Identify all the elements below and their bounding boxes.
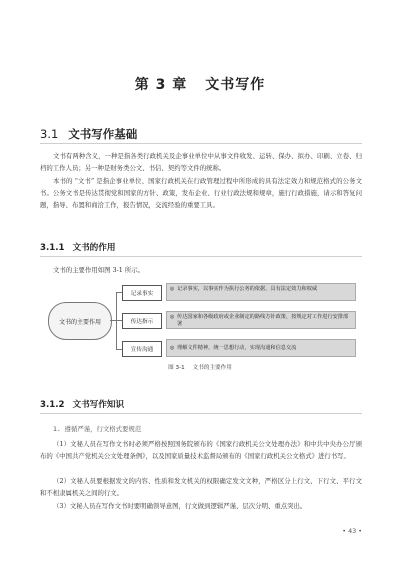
figure-caption-text: 文书的主要作用 xyxy=(192,365,232,371)
list-prefix-1: （1） xyxy=(53,440,71,448)
section-number: 3.1 xyxy=(40,127,59,141)
section-rule xyxy=(40,143,362,144)
subsection-name-2: 文书写作知识 xyxy=(72,400,125,410)
diagram-desc-2 xyxy=(166,311,356,329)
diagram-text-2: 传达国家和各级政府或企业制定的路线方针政策，按规定对工作进行安排部署 xyxy=(177,314,349,327)
subsection-rule-1 xyxy=(40,256,362,257)
list-text-1: 文秘人员在写作文书时必须严格按照国务院颁布的《国家行政机关公文处理办法》和中共中央办公厅颁布的《中国共产党机关公文处理条例》，以及国家质量技术监督局颁布的《国家行政机关公文格式》进行书写。 xyxy=(40,440,362,461)
figure-label: 图 3-1 xyxy=(168,365,185,371)
list-paragraph-3: （3）文秘人员在写作文书时要明确领导意图，行文做到逻辑严谨、层次分明、重点突出。 xyxy=(53,502,307,510)
subsection-number-1: 3.1.1 xyxy=(40,243,65,253)
paragraph-1: 文书有两种含义，一种是指各类行政机关及企事业单位中从事文件收发、运转、保办、拟办、印刷、立卷、归档的工作人员；另一种是财务类公文、书信、契约等文件的统称。 xyxy=(40,152,362,173)
bullet-icon: ◎ xyxy=(170,345,175,351)
diagram-row-3 xyxy=(122,339,358,357)
diagram-text-3: 理解文件精神，统一思想行动，实现沟通和信息交流 xyxy=(177,345,297,351)
subsection-title-2 xyxy=(40,398,124,410)
diagram-row-1 xyxy=(122,283,358,301)
diagram-tag-1: 记录事实 xyxy=(122,285,162,301)
chapter-title xyxy=(0,74,400,94)
list-paragraph-2: （2）文秘人员要根据发文的内容、性质和发文机关的权限确定发文文种，严格区分上行文、下行文、平行文和不相隶属机关之间的行文。 xyxy=(40,477,362,498)
paragraph-2: 本书的 “文书” 是指企事业单位、国家行政机关在行政管理过程中所形成的具有法定效力和规范格式的公务文书。公务文书是传达贯彻党和国家的方针、政策，发布企业、行业行政法规和规章，施行行政措施，请示和答复问题，指导、布置和商洽工作，报告情况，交流经验的重要工具。 xyxy=(40,177,362,210)
subsection-rule-2 xyxy=(40,413,362,414)
diagram-bracket xyxy=(116,292,117,350)
diagram-row-2 xyxy=(122,311,358,329)
page-number: • 43 • xyxy=(342,527,362,535)
diagram-tag-3: 宣传沟通 xyxy=(122,341,162,357)
section-title xyxy=(40,126,137,142)
figure-caption xyxy=(0,363,400,371)
diagram-center-node: 文书的主要作用 xyxy=(48,302,112,340)
list-paragraph-1 xyxy=(40,438,362,462)
bullet-icon: ◎ xyxy=(170,286,175,292)
diagram-tag-2: 传达指示 xyxy=(122,313,162,329)
subsection-number-2: 3.1.2 xyxy=(40,400,65,410)
bullet-icon: ◎ xyxy=(170,314,175,320)
role-diagram xyxy=(48,282,360,358)
chapter-name: 文书写作 xyxy=(205,77,266,93)
subsection-title-1 xyxy=(40,241,115,253)
subsection-name-1: 文书的作用 xyxy=(72,243,116,253)
list-heading: 1. 遵循严谨，行文格式要规范 xyxy=(53,425,142,433)
chapter-number: 第 3 章 xyxy=(134,77,188,93)
diagram-desc-1 xyxy=(166,283,356,301)
diagram-desc-3 xyxy=(166,339,356,357)
section-name: 文书写作基础 xyxy=(68,127,138,141)
diagram-text-1: 记录事实，以事实作为执行公务的依据，具有法定效力和权威 xyxy=(177,286,318,292)
figure-intro: 文书的主要作用如图 3-1 所示。 xyxy=(53,266,145,274)
